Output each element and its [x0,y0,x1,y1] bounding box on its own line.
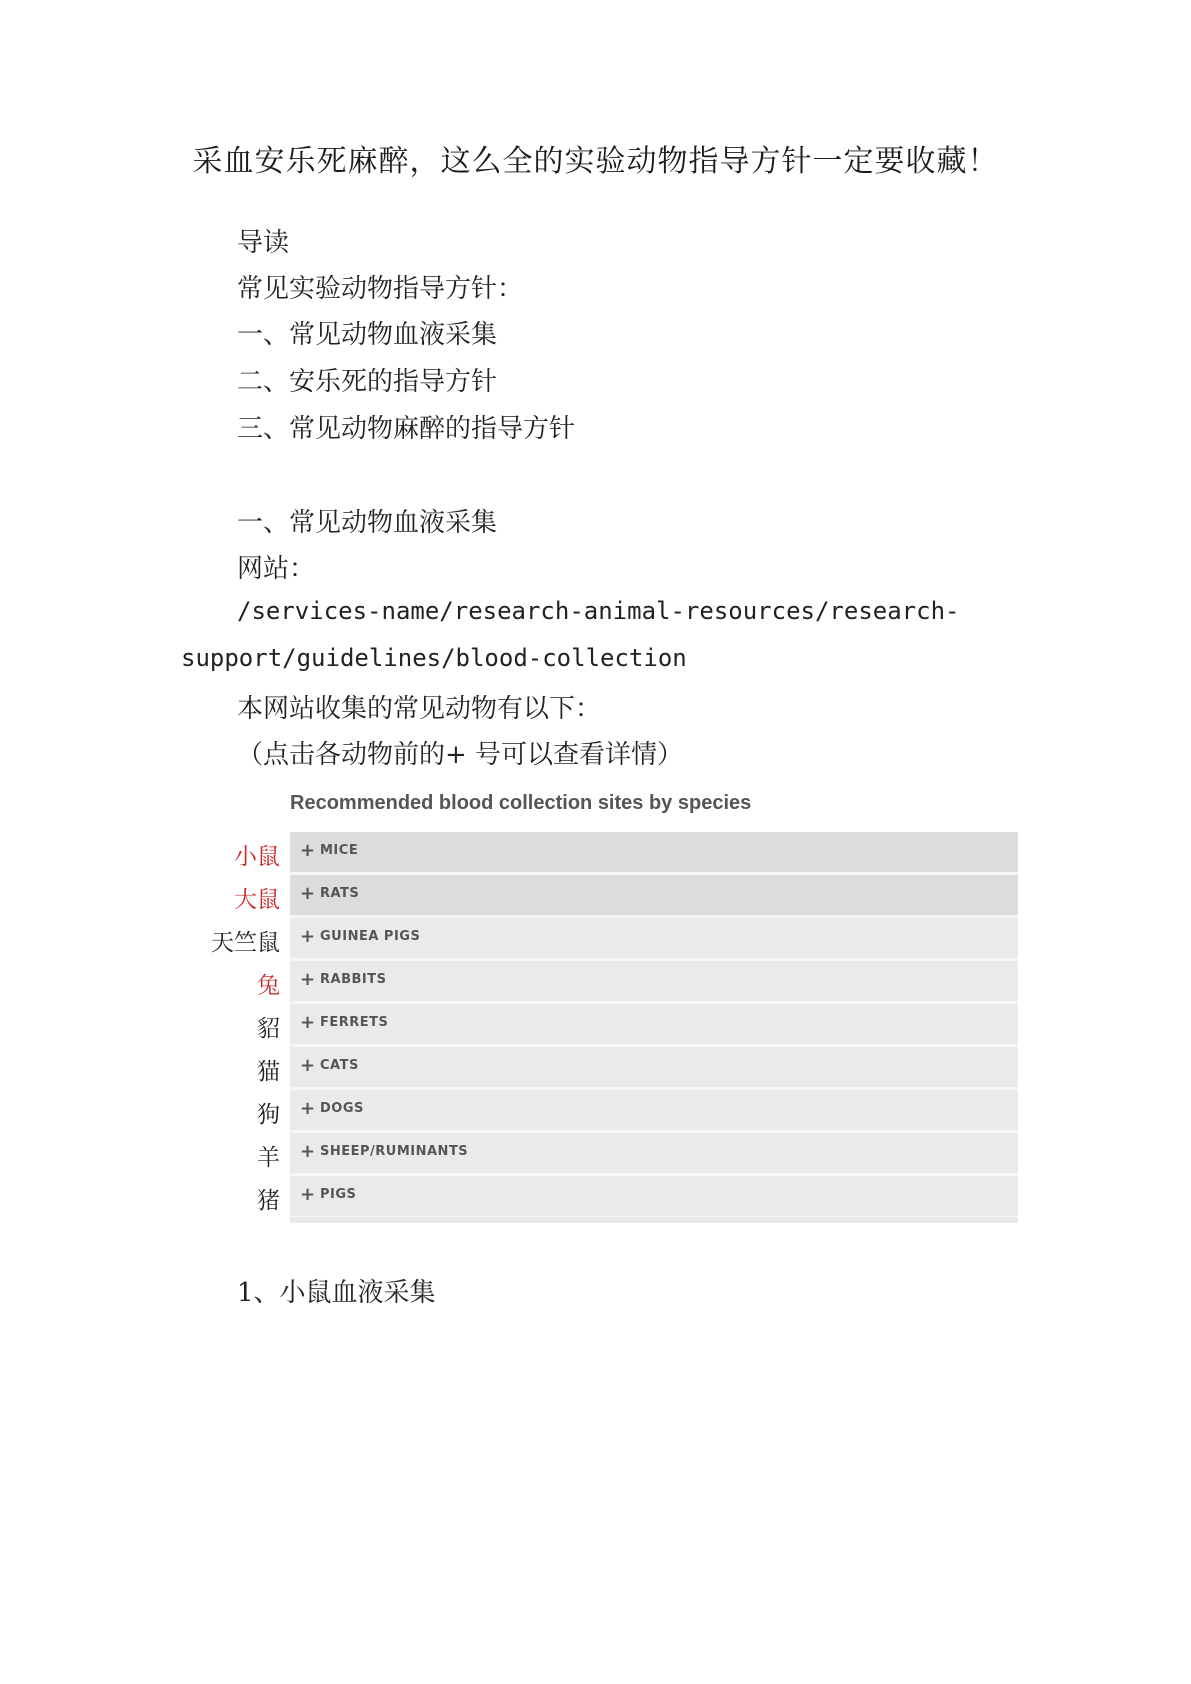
plus-icon[interactable]: + [300,883,316,904]
accordion-label: SHEEP/RUMINANTS [320,1144,469,1159]
collected-text: 本网站收集的常见动物有以下： [237,694,602,724]
website-label: 网站： [237,554,316,584]
toc-item-euthanasia: 二、安乐死的指导方针 [237,367,498,397]
species-figure [190,780,1020,1230]
cn-label: 小鼠 [234,844,280,870]
species-row-sheep [190,1133,1020,1176]
accordion-cats[interactable] [290,1047,1018,1090]
accordion-rats[interactable] [290,875,1018,918]
accordion-sheep[interactable] [290,1133,1018,1176]
accordion-rabbits[interactable] [290,961,1018,1004]
accordion-guinea-pigs[interactable] [290,918,1018,961]
cn-label: 天竺鼠 [211,930,280,956]
plus-icon[interactable]: + [300,969,316,990]
plus-icon[interactable]: + [300,1141,316,1162]
cn-label: 猫 [257,1059,280,1085]
plus-icon[interactable]: + [300,1098,316,1119]
species-row-rats [190,875,1020,918]
figure-heading: Recommended blood collection sites by species [290,792,752,814]
species-row-dogs [190,1090,1020,1133]
plus-icon[interactable]: + [300,1184,316,1205]
accordion-label: PIGS [320,1187,357,1202]
plus-icon[interactable]: + [300,926,316,947]
intro-label: 导读 [237,228,290,258]
document-title: 采血安乐死麻醉，这么全的实验动物指导方针一定要收藏！ [192,144,999,179]
accordion-label: FERRETS [320,1015,389,1030]
plus-icon[interactable]: + [300,1012,316,1033]
guide-heading: 常见实验动物指导方针： [237,274,524,304]
hint-text: （点击各动物前的+ 号可以查看详情） [237,740,684,770]
accordion-label: RABBITS [320,972,387,987]
accordion-label: RATS [320,886,360,901]
accordion-label: CATS [320,1058,359,1073]
cn-label: 狗 [257,1102,280,1128]
cn-label: 羊 [257,1145,280,1171]
url-line-2: support/guidelines/blood-collection [181,644,687,672]
plus-icon[interactable]: + [300,840,316,861]
species-row-rabbits [190,961,1020,1004]
plus-icon[interactable]: + [300,1055,316,1076]
section-heading: 一、常见动物血液采集 [237,508,498,538]
species-list [190,832,1020,1219]
cn-label: 兔 [257,973,280,999]
species-row-ferrets [190,1004,1020,1047]
url-line-1: /services-name/research-animal-resources/research- [237,597,960,625]
species-row-guinea-pigs [190,918,1020,961]
species-row-mice [190,832,1020,875]
accordion-label: GUINEA PIGS [320,929,421,944]
species-row-pigs [190,1176,1020,1219]
accordion-mice[interactable] [290,832,1018,875]
subsection-heading: 1、小鼠血液采集 [237,1278,436,1308]
accordion-ferrets[interactable] [290,1004,1018,1047]
accordion-label: DOGS [320,1101,364,1116]
toc-item-anesthesia: 三、常见动物麻醉的指导方针 [237,414,576,444]
cn-label: 大鼠 [234,887,280,913]
toc-item-blood-collection: 一、常见动物血液采集 [237,320,498,350]
cn-label: 猪 [257,1188,280,1214]
species-row-cats [190,1047,1020,1090]
list-bottom-edge [290,1217,1018,1223]
cn-label: 貂 [257,1016,280,1042]
accordion-dogs[interactable] [290,1090,1018,1133]
accordion-label: MICE [320,843,359,858]
accordion-pigs[interactable] [290,1176,1018,1219]
